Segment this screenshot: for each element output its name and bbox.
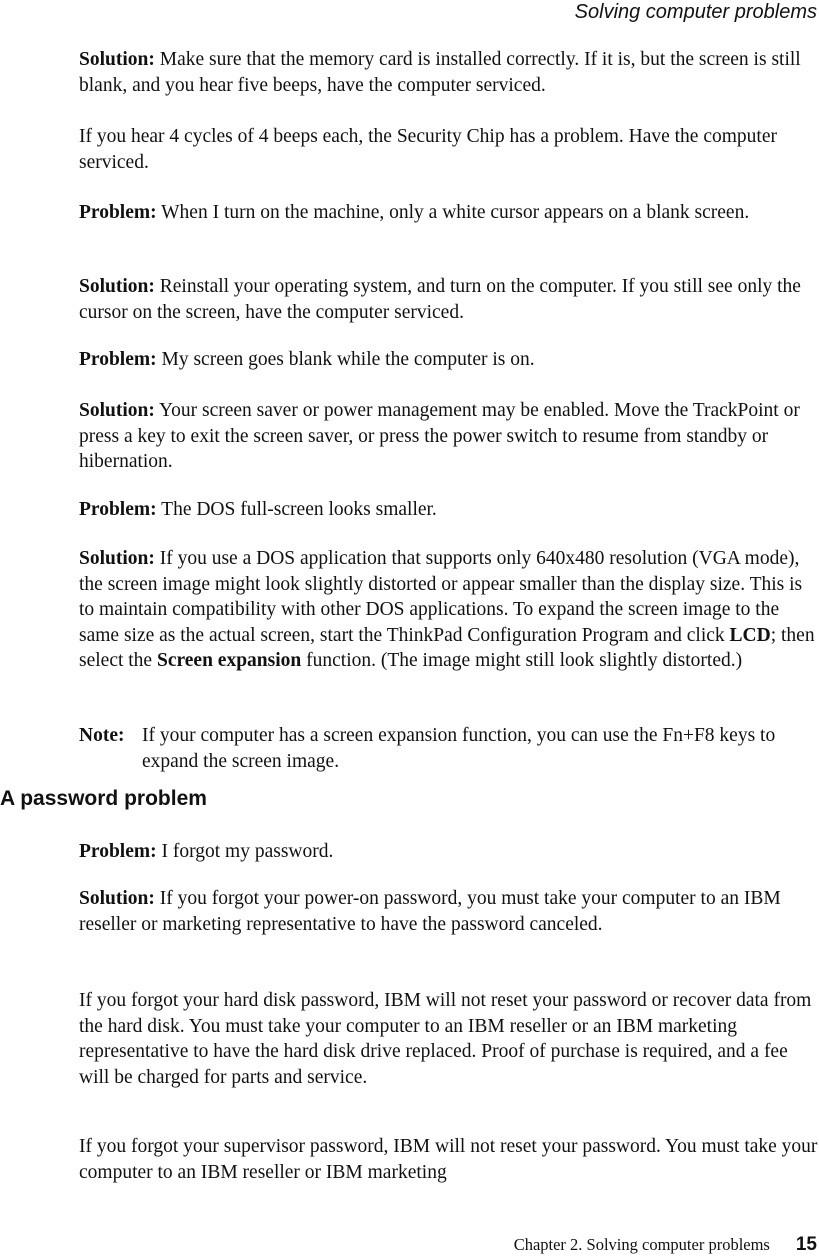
solution-text: Reinstall your operating system, and turn on the computer. If you still see only the cursor on the screen, have the computer serviced. [79,276,801,323]
section-heading: A password problem [0,787,207,810]
note-label: Note: [79,725,125,746]
paragraph-text: If you forgot your supervisor password, IBM will not reset your password. You must take your computer to an IBM reseller or IBM marketing [79,1136,818,1183]
note-text: If your computer has a screen expansion function, you can use the Fn+F8 keys to expand the screen image. [142,725,776,772]
solution-text: Make sure that the memory card is installed correctly. If it is, but the screen is still blank, and you hear five beeps, have the computer serviced. [79,49,801,96]
solution-screen-saver [79,398,819,475]
solution-power-on-password [79,886,819,937]
problem-forgot-password [79,839,819,865]
solution-text-part2: ; then select the [79,624,815,672]
solution-text: Your screen saver or power management may be enabled. Move the TrackPoint or press a key to exit the screen saver, or press the power switch to resume from standby or hibernation. [79,400,800,473]
note-block [79,723,819,774]
solution-text: If you forgot your power-on password, you must take your computer to an IBM reseller or marketing representative to have the password canceled. [79,888,781,935]
problem-label: Problem: [79,499,157,520]
page-number: 15 [795,1234,817,1255]
problem-text: The DOS full-screen looks smaller. [161,499,437,520]
running-header: Solving computer problems [574,1,817,23]
solution-label: Solution: [79,276,155,297]
security-chip-paragraph [79,124,819,175]
paragraph-text: If you forgot your hard disk password, IBM will not reset your password or recover data from the hard disk. You must take your computer to an IBM reseller or an IBM marketing representative to have the hard disk drive replaced. Proof of purchase is required, and a fee will be charged for parts and service. [79,990,812,1088]
problem-label: Problem: [79,349,157,370]
supervisor-password-paragraph [79,1134,819,1185]
problem-dos-smaller [79,497,819,523]
solution-label: Solution: [79,400,155,421]
solution-label: Solution: [79,49,155,70]
solution-dos-resolution [79,546,819,674]
problem-label: Problem: [79,202,157,223]
solution-memory-card [79,47,819,98]
problem-label: Problem: [79,841,157,862]
screen-expansion-term: Screen expansion [156,650,302,672]
problem-screen-blank [79,347,819,373]
solution-text-part1: If you use a DOS application that supports only 640x480 resolution (VGA mode), the screen image might look slightly distorted or appear smaller than the display size. This is to maintain compatibility with other DOS applications. To expand the screen image to the same size as the actual screen, start the ThinkPad Configuration Program and click [79,548,803,646]
hard-disk-password-paragraph [79,988,819,1090]
solution-reinstall-os [79,274,819,325]
page-footer [514,1234,817,1258]
footer-chapter-title: Chapter 2. Solving computer problems [513,1235,770,1254]
problem-text: My screen goes blank while the computer is on. [161,349,535,370]
problem-text: I forgot my password. [161,841,334,862]
paragraph-text: If you hear 4 cycles of 4 beeps each, the Security Chip has a problem. Have the computer serviced. [79,126,777,173]
solution-label: Solution: [79,548,155,569]
solution-label: Solution: [79,888,155,909]
problem-white-cursor [79,200,819,226]
solution-text-part3: function. (The image might still look slightly distorted.) [306,650,743,672]
problem-text: When I turn on the machine, only a white cursor appears on a blank screen. [161,202,750,223]
lcd-term: LCD [729,624,771,646]
